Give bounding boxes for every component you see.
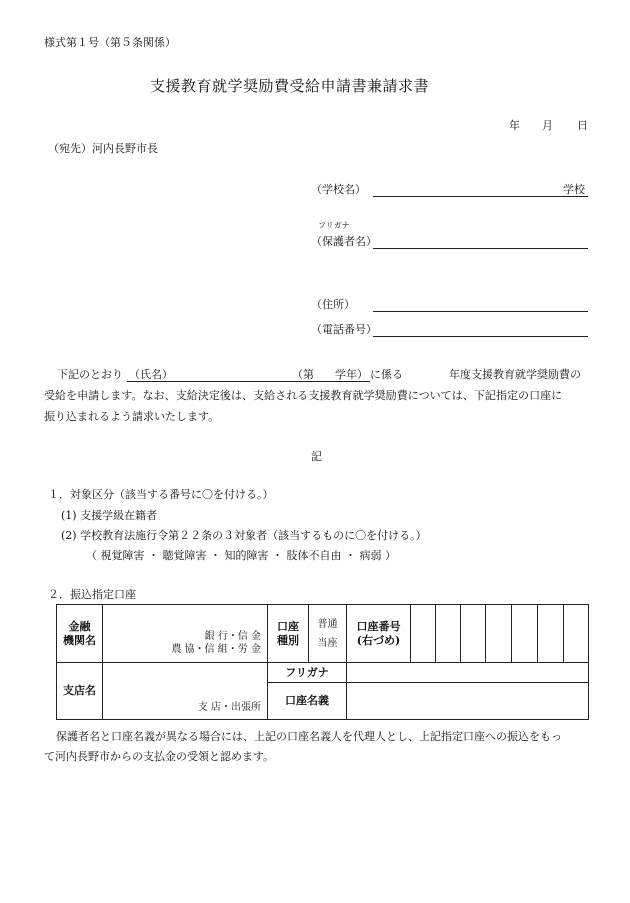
holder-furigana-field[interactable] [347, 663, 589, 683]
account-number-2: (右づめ) [356, 633, 401, 647]
futsu-option[interactable]: 普通 [317, 618, 338, 630]
grade-close: 学年） [335, 368, 368, 381]
branch-label: 支店名 [57, 663, 103, 720]
holder-name-field[interactable] [347, 683, 589, 720]
grade-open: （第 [292, 368, 314, 381]
body-text-1b: に係る [370, 368, 403, 381]
ki-mark: 記 [311, 450, 322, 463]
guardian-name-field[interactable] [373, 248, 588, 249]
account-digit-3[interactable] [461, 605, 486, 663]
school-label: （学校名） [311, 183, 366, 196]
section2-heading: ２．振込指定口座 [48, 588, 136, 601]
branch-types: 支 店・出張所 [197, 701, 261, 713]
section1-choices: （ 視覚障害 ・ 聴覚障害 ・ 知的障害 ・ 肢体不自由 ・ 病弱 ） [86, 549, 396, 562]
account-digit-6[interactable] [538, 605, 564, 663]
date-month: 月 [542, 119, 553, 132]
bank-types-2: 農 協・信 組・労 金 [171, 643, 261, 655]
date-day: 日 [577, 119, 588, 132]
account-digit-5[interactable] [512, 605, 538, 663]
bank-label-2: 機関名 [63, 633, 96, 647]
branch-name-field[interactable] [103, 663, 268, 720]
account-type-2: 種別 [277, 633, 299, 647]
account-number-label-cell [347, 605, 411, 663]
account-digit-7[interactable] [564, 605, 589, 663]
school-suffix: 学校 [563, 183, 585, 196]
account-digit-1[interactable] [411, 605, 436, 663]
phone-label: （電話番号） [311, 323, 377, 336]
date-year: 年 [509, 119, 520, 132]
body-text-2: 受給を申請します。なお、支給決定後は、支給される支援教育就学奨励費については、下記指定の口座に [44, 389, 563, 402]
toza-option[interactable]: 当座 [317, 637, 338, 649]
account-number-1: 口座番号 [356, 619, 401, 633]
bank-account-table [56, 604, 589, 720]
account-type-1: 口座 [277, 619, 299, 633]
address-label: （住所） [311, 298, 355, 311]
school-name-field[interactable] [373, 196, 588, 197]
page-title: 支援教育就学奨励費受給申請書兼請求書 [150, 77, 430, 95]
account-digit-4[interactable] [486, 605, 512, 663]
phone-field[interactable] [373, 336, 588, 337]
account-type-label-cell [268, 605, 309, 663]
addressee: （宛先）河内長野市長 [48, 142, 158, 155]
student-name-label: （氏名） [129, 368, 173, 381]
account-digit-2[interactable] [436, 605, 461, 663]
holder-label: 口座名義 [268, 683, 347, 720]
bank-label-1: 金融 [68, 619, 91, 633]
body-text-3: 振り込まれるよう請求いたします。 [44, 410, 220, 423]
address-field[interactable] [373, 311, 588, 312]
guardian-label: （保護者名） [311, 235, 377, 248]
bank-name-field[interactable] [103, 605, 268, 663]
body-text-1a: 下記のとおり [57, 368, 123, 381]
bank-label-cell [57, 605, 103, 663]
section1-heading: １．対象区分（該当する番号に〇を付ける。） [48, 488, 274, 501]
student-name-field[interactable] [127, 381, 370, 382]
section1-item2: (2) 学校教育法施行令第２２条の３対象者（該当するものに〇を付ける。） [61, 529, 427, 542]
account-type-choice-cell[interactable] [309, 605, 347, 663]
notice-line1: 保護者名と口座名義が異なる場合には、上記の口座名義人を代理人とし、上記指定口座への振込をもっ [56, 730, 562, 743]
notice-line2: て河内長野市からの支払金の受領と認めます。 [44, 750, 275, 763]
furigana-label: フリガナ [318, 221, 350, 230]
form-number: 様式第１号（第５条関係） [44, 36, 176, 49]
body-text-1c: 年度支援教育就学奨励費の [449, 368, 581, 381]
section1-item1: (1) 支援学級在籍者 [61, 509, 158, 522]
furigana-header: フリガナ [268, 663, 347, 683]
bank-types-1: 銀 行・信 金 [204, 631, 261, 642]
